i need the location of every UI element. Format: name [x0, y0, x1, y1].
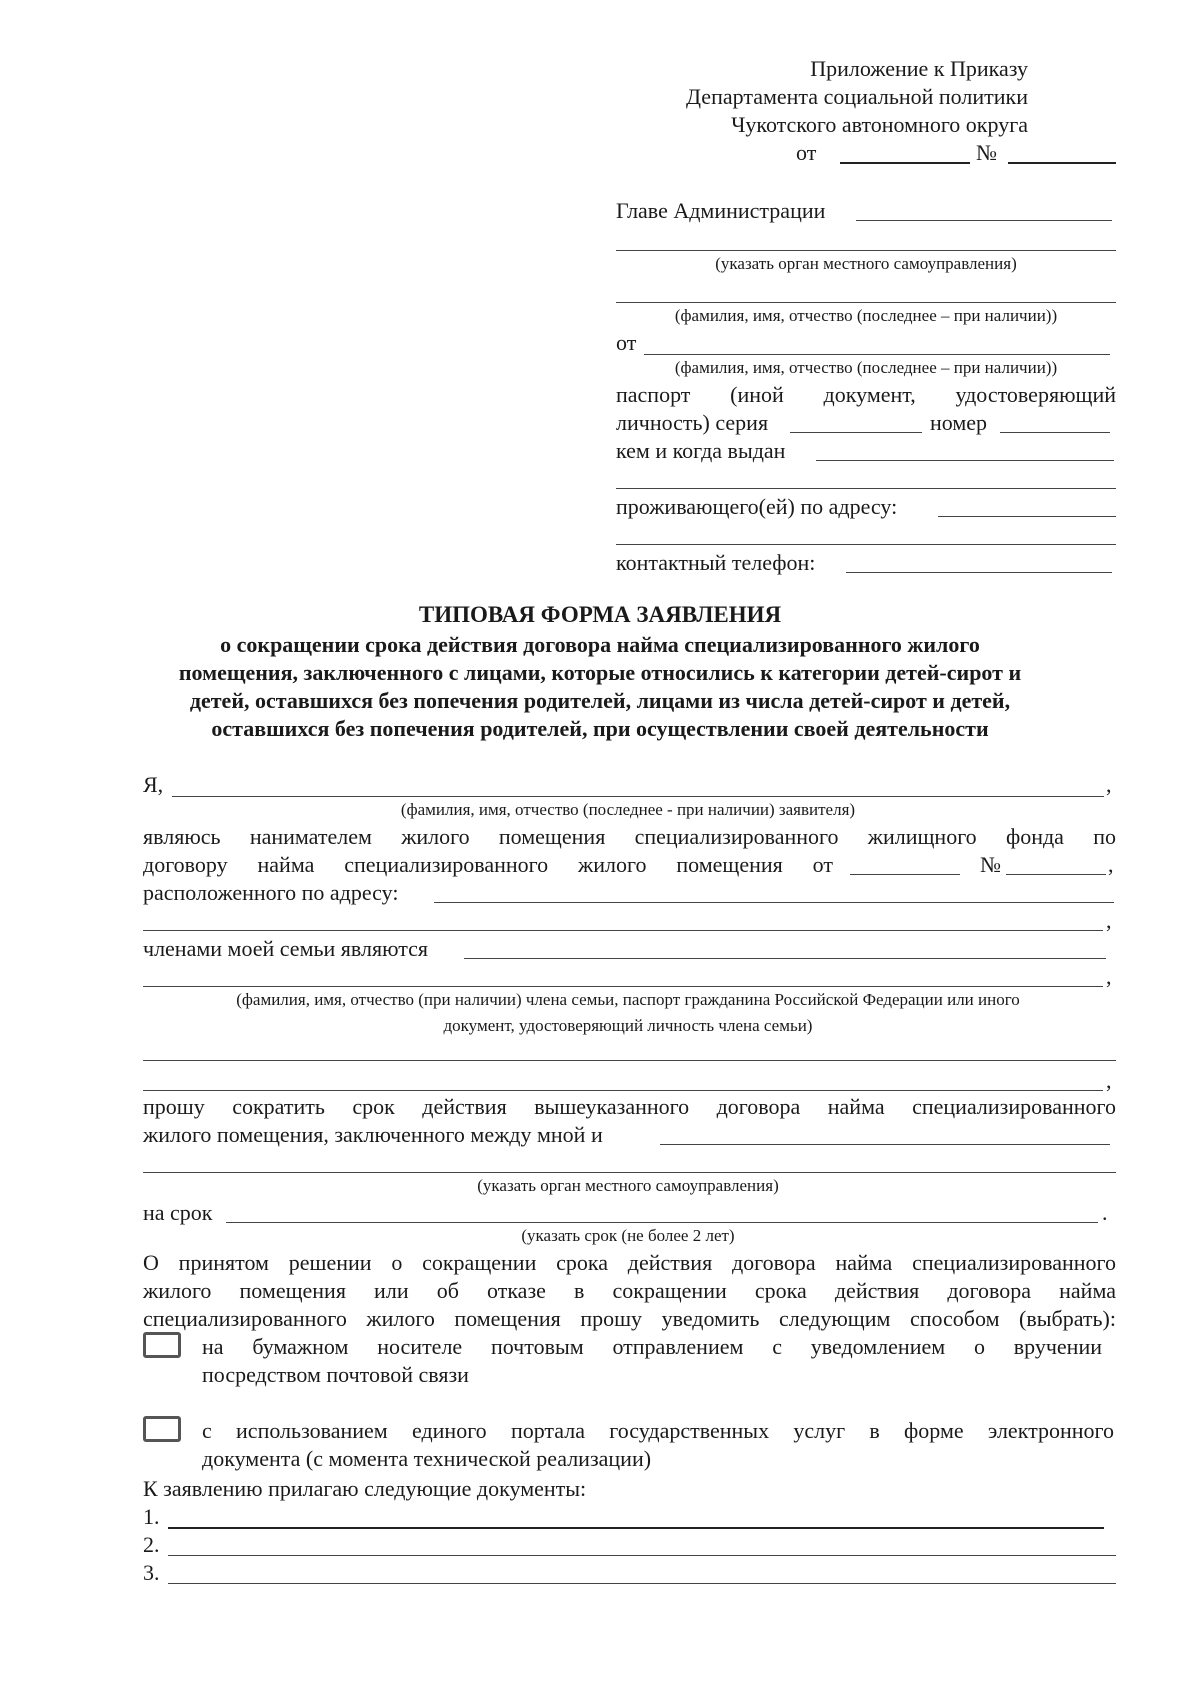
- addressee-hint-fio-1: (фамилия, имя, отчество (последнее – при наличии)): [674, 306, 1058, 325]
- family-members-field-4[interactable]: [143, 1090, 1103, 1091]
- body-comma-3: ,: [1106, 908, 1112, 933]
- family-members-field[interactable]: [464, 958, 1106, 959]
- doc-1-field[interactable]: [168, 1527, 1104, 1529]
- header-ot: от: [796, 140, 817, 165]
- body-comma-2: ,: [1108, 852, 1114, 877]
- doc-3-field[interactable]: [168, 1583, 1116, 1584]
- addressee-head: Главе Администрации: [616, 198, 826, 223]
- addressee-passport-series-label: личность) серия: [616, 410, 769, 435]
- option-paper-checkbox[interactable]: [143, 1332, 181, 1358]
- body-p3-line-2: жилого помещения или об отказе в сокращении срока действия договора найма: [143, 1278, 1116, 1303]
- family-members-field-2[interactable]: [143, 986, 1103, 987]
- applicant-name-field[interactable]: [172, 796, 1104, 797]
- organ-field[interactable]: [660, 1144, 1110, 1145]
- passport-issued-field[interactable]: [816, 460, 1114, 461]
- doc-2-field[interactable]: [168, 1555, 1116, 1556]
- hint-family-1: (фамилия, имя, отчество (при наличии) члена семьи, паспорт гражданина Российской Федерации или иного: [236, 990, 1020, 1009]
- hint-applicant: (фамилия, имя, отчество (последнее - при наличии) заявителя): [400, 800, 856, 819]
- body-p3-line-1: О принятом решении о сокращении срока действия договора найма специализированного: [143, 1250, 1116, 1275]
- option-portal-line-2: документа (с момента технической реализации): [202, 1446, 652, 1471]
- addressee-ot: от: [616, 330, 637, 355]
- hint-organ: (указать орган местного самоуправления): [477, 1176, 779, 1195]
- body-p1-line-2a: договору найма специализированного жилого помещения от: [143, 852, 833, 877]
- body-p1-line-1: являюсь нанимателем жилого помещения специализированного жилищного фонда по: [143, 824, 1116, 849]
- body-p2-line-2: жилого помещения, заключенного между мной и: [143, 1122, 603, 1147]
- option-paper-line-1: на бумажном носителе почтовым отправлением с уведомлением о вручении: [202, 1334, 1102, 1359]
- addressee-residing-label: проживающего(ей) по адресу:: [616, 494, 898, 519]
- body-p1-line-3: расположенного по адресу:: [143, 880, 399, 905]
- body-p1-num: №: [980, 852, 1001, 877]
- organ-field-2[interactable]: [143, 1172, 1116, 1173]
- body-term-label: на срок: [143, 1200, 213, 1225]
- form-subtitle-2: помещения, заключенного с лицами, которые относились к категории детей-сирот и: [178, 660, 1022, 685]
- attach-label: К заявлению прилагаю следующие документы:: [143, 1476, 587, 1501]
- addressee-passport-line-1: паспорт (иной документ, удостоверяющий: [616, 382, 1116, 407]
- form-subtitle-3: детей, оставшихся без попечения родителей, лицами из числа детей-сирот и детей,: [189, 688, 1011, 713]
- header-num: №: [976, 140, 997, 165]
- doc-1-label: 1.: [143, 1504, 160, 1529]
- doc-2-label: 2.: [143, 1532, 160, 1557]
- option-paper-line-2: посредством почтовой связи: [202, 1362, 469, 1387]
- header-number-field[interactable]: [1008, 162, 1116, 164]
- hint-family-2: документ, удостоверяющий личность члена семьи): [443, 1016, 813, 1035]
- term-field[interactable]: [226, 1222, 1098, 1223]
- addressee-hint-fio-2: (фамилия, имя, отчество (последнее – при наличии)): [674, 358, 1058, 377]
- body-comma-5: ,: [1106, 1068, 1112, 1093]
- addressee-issued-label: кем и когда выдан: [616, 438, 786, 463]
- option-portal-checkbox[interactable]: [143, 1416, 181, 1442]
- addressee-phone-label: контактный телефон:: [616, 550, 816, 575]
- form-subtitle-4: оставшихся без попечения родителей, при осуществлении своей деятельности: [211, 716, 989, 741]
- body-comma-1: ,: [1106, 772, 1112, 797]
- hint-term: (указать срок (не более 2 лет): [521, 1226, 735, 1245]
- addressee-hint-organ: (указать орган местного самоуправления): [715, 254, 1017, 273]
- body-p2-line-1: прошу сократить срок действия вышеуказанного договора найма специализированного: [143, 1094, 1116, 1119]
- passport-issued-field-2[interactable]: [616, 488, 1116, 489]
- addressee-passport-number-label: номер: [930, 410, 988, 435]
- addressee-head-field[interactable]: [856, 220, 1112, 221]
- header-line-1: Приложение к Приказу: [810, 56, 1028, 81]
- addressee-organ-field[interactable]: [616, 250, 1116, 251]
- addressee-fio-field[interactable]: [616, 302, 1116, 303]
- form-title: ТИПОВАЯ ФОРМА ЗАЯВЛЕНИЯ: [418, 602, 782, 627]
- header-date-field[interactable]: [840, 162, 970, 164]
- phone-field[interactable]: [846, 572, 1112, 573]
- form-subtitle-1: о сокращении срока действия договора найма специализированного жилого: [220, 632, 980, 657]
- family-members-field-3[interactable]: [143, 1060, 1116, 1061]
- body-family-label: членами моей семьи являются: [143, 936, 429, 961]
- contract-date-field[interactable]: [850, 874, 960, 875]
- header-line-2: Департамента социальной политики: [686, 84, 1028, 109]
- body-comma-4: ,: [1106, 964, 1112, 989]
- body-ya: Я,: [143, 772, 164, 797]
- option-portal-line-1: с использованием единого портала государственных услуг в форме электронного: [202, 1418, 1114, 1443]
- applicant-fio-field[interactable]: [644, 354, 1110, 355]
- residing-address-field[interactable]: [938, 516, 1116, 517]
- contract-address-field-2[interactable]: [143, 930, 1103, 931]
- contract-number-field[interactable]: [1006, 874, 1106, 875]
- passport-series-field[interactable]: [790, 432, 922, 433]
- header-line-3: Чукотского автономного округа: [731, 112, 1028, 137]
- residing-address-field-2[interactable]: [616, 544, 1116, 545]
- body-dot: .: [1102, 1200, 1108, 1225]
- passport-number-field[interactable]: [1000, 432, 1110, 433]
- body-p3-line-3: специализированного жилого помещения прошу уведомить следующим способом (выбрать):: [143, 1306, 1116, 1331]
- contract-address-field[interactable]: [434, 902, 1114, 903]
- doc-3-label: 3.: [143, 1560, 160, 1585]
